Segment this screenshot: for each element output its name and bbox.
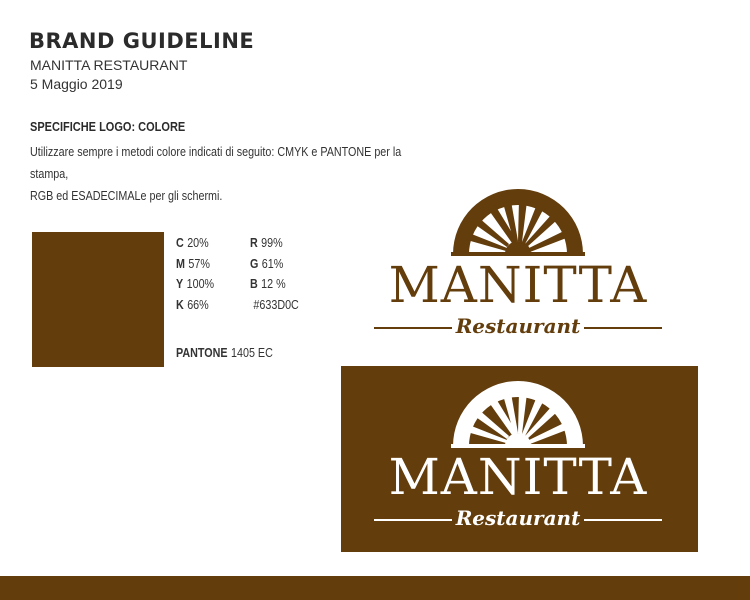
spec-key: Y	[176, 277, 184, 291]
spec-value: 20%	[187, 236, 209, 250]
wagon-wheel-icon	[451, 188, 585, 258]
spec-key: G	[249, 256, 259, 271]
logo-rule-right	[584, 519, 662, 521]
footer-bar	[0, 576, 750, 600]
spec-value: 99%	[261, 236, 283, 250]
spec-value: 61%	[261, 256, 284, 271]
pantone-label: PANTONE	[176, 346, 228, 360]
logo-primary	[372, 188, 664, 348]
wagon-wheel-icon	[451, 380, 585, 450]
spec-value: 57%	[188, 256, 210, 271]
color-swatch	[32, 232, 164, 367]
spec-key: K	[176, 297, 184, 312]
description-line-2: RGB ed ESADECIMALe per gli schermi.	[30, 189, 223, 203]
spec-value: #633D0C	[253, 297, 299, 312]
spec-row	[176, 274, 299, 295]
spec-value: 100%	[186, 277, 215, 291]
spec-value: 66%	[187, 297, 209, 312]
spec-row	[176, 295, 299, 316]
logo-inverse	[372, 380, 664, 540]
document-date: 5 Maggio 2019	[30, 76, 123, 92]
color-spec-table	[176, 233, 299, 315]
logo-rule-right	[584, 327, 662, 329]
spec-row	[176, 254, 299, 275]
page-subtitle: MANITTA RESTAURANT	[30, 57, 188, 73]
spec-key: M	[176, 256, 185, 271]
spec-value: 12 %	[261, 277, 286, 291]
section-title: SPECIFICHE LOGO: COLORE	[30, 120, 186, 134]
spec-row	[176, 233, 299, 254]
spec-key: R	[249, 236, 258, 250]
pantone-value: 1405 EC	[231, 346, 273, 360]
description-line-1: Utilizzare sempre i metodi colore indicati di seguito: CMYK e PANTONE per la stampa,	[30, 145, 402, 181]
spec-key: B	[249, 277, 258, 291]
logo-wordmark: MANITTA	[388, 448, 648, 506]
logo-tagline: Restaurant	[455, 314, 581, 338]
pantone-spec	[176, 346, 273, 360]
page-title: BRAND GUIDELINE	[29, 29, 255, 53]
logo-wordmark: MANITTA	[388, 256, 648, 314]
logo-tagline: Restaurant	[455, 506, 581, 530]
spec-key: C	[176, 236, 184, 250]
